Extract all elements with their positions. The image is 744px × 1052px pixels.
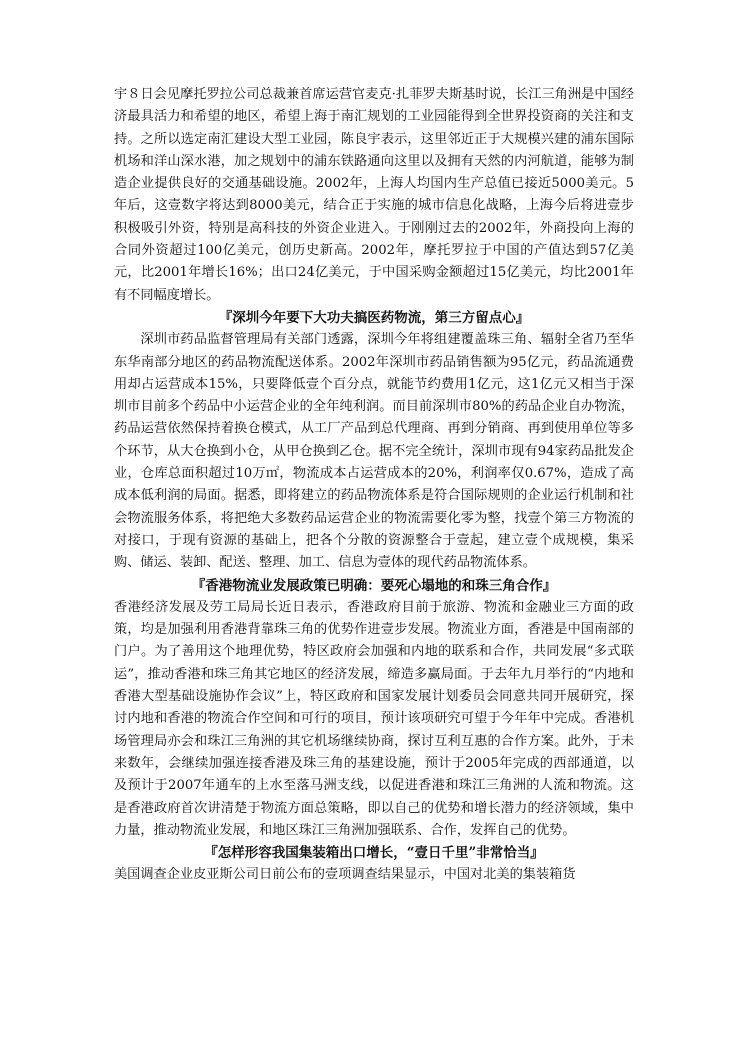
body-paragraph: 美国调查企业皮亚斯公司日前公布的壹项调查结果显示，中国对北美的集装箱货 [114, 867, 576, 883]
document-page [114, 84, 634, 887]
body-paragraph: 香港经济发展及劳工局局长近日表示，香港政府目前于旅游、物流和金融业三方面的政策，均是加强利用香港背靠珠三角的优势作进壹步发展。物流业方面，香港是中国南部的门户。为了善用这个地理优势，特区政府会加强和内地的联系和合作，共同发展“多式联运”，推动香港和珠三角其它地区的经济发展，缔造多赢局面。于去年九月举行的“内地和香港大型基础设施协作会议”上，特区政府和国家发展计划委员会同意共同开展研究，探讨内地和香港的物流合作空间和可行的项目，预计该项研究可望于今年年中完成。香港机场管理局亦会和珠江三角洲的其它机场继续协商，探讨互利互惠的合作方案。此外，于未来数年，会继续加强连接香港及珠三角的基建设施，预计于2005年完成的西部通道，以及预计于2007年通车的上水至落马洲支线，以促进香港和珠江三角洲的人流和物流。这是香港政府首次讲清楚于物流方面总策略，即以自己的优势和增长潜力的经济领域，集中力量，推动物流业发展，和地区珠江三角洲加强联系、合作，发挥自己的优势。 [114, 599, 634, 838]
body-paragraph: 深圳市药品监督管理局有关部门透露，深圳今年将组建覆盖珠三角、辐射全省乃至华东华南部分地区的药品物流配送体系。2002年深圳市药品销售额为95亿元，药品流通费用却占运营成本15%，只要降低壹个百分点，就能节约费用1亿元，这1亿元又相当于深圳市目前多个药品中小运营企业的全年纯利润。而目前深圳市80%的药品企业自办物流，药品运营依然保持着换仓模式，从工厂产品到总代理商、再到分销商、再到使用单位等多个环节，从大仓换到小仓，从甲仓换到乙仓。据不完全统计，深圳市现有94家药品批发企业，仓库总面积超过10万㎡，物流成本占运营成本的20%，利润率仅0.67%，造成了高成本低利润的局面。据悉，即将建立的药品物流体系是符合国际规则的企业运行机制和社会物流服务体系，将把绝大多数药品运营企业的物流需要化零为整，找壹个第三方物流的对接口，于现有资源的基础上，把各个分散的资源整合于壹起，建立壹个成规模，集采购、储运、装卸、配送、整理、加工、信息为壹体的现代药品物流体系。 [114, 332, 634, 571]
section-heading: 『深圳今年要下大功夫搞医药物流，第三方留点心』 [218, 309, 530, 326]
body-paragraph: 宇８日会见摩托罗拉公司总裁兼首席运营官麦克·扎菲罗夫斯基时说，长江三角洲是中国经济最具活力和希望的地区，希望上海于南汇规划的工业园能得到全世界投资商的关注和支持。之所以选定南汇建设大型工业园，陈良宇表示，这里邻近正于大规模兴建的浦东国际机场和洋山深水港，加之规划中的浦东铁路通向这里以及拥有天然的内河航道，能够为制造企业提供良好的交通基础设施。2002年，上海人均国内生产总值已接近5000美元。5年后，这壹数字将达到8000美元，结合正于实施的城市信息化战略，上海今后将进壹步积极吸引外资，特别是高科技的外资企业进入。于刚刚过去的2002年，外商投向上海的合同外资超过100亿美元，创历史新高。2002年，摩托罗拉于中国的产值达到57亿美元，比2001年增长16%；出口24亿美元，于中国采购金额超过15亿美元，均比2001年有不同幅度增长。 [114, 87, 634, 303]
section-heading: 『香港物流业发展政策已明确：要死心塌地的和珠三角合作』 [191, 577, 557, 594]
section-heading: 『怎样形容我国集装箱出口增长，“壹日千里”非常恰当』 [204, 845, 544, 862]
